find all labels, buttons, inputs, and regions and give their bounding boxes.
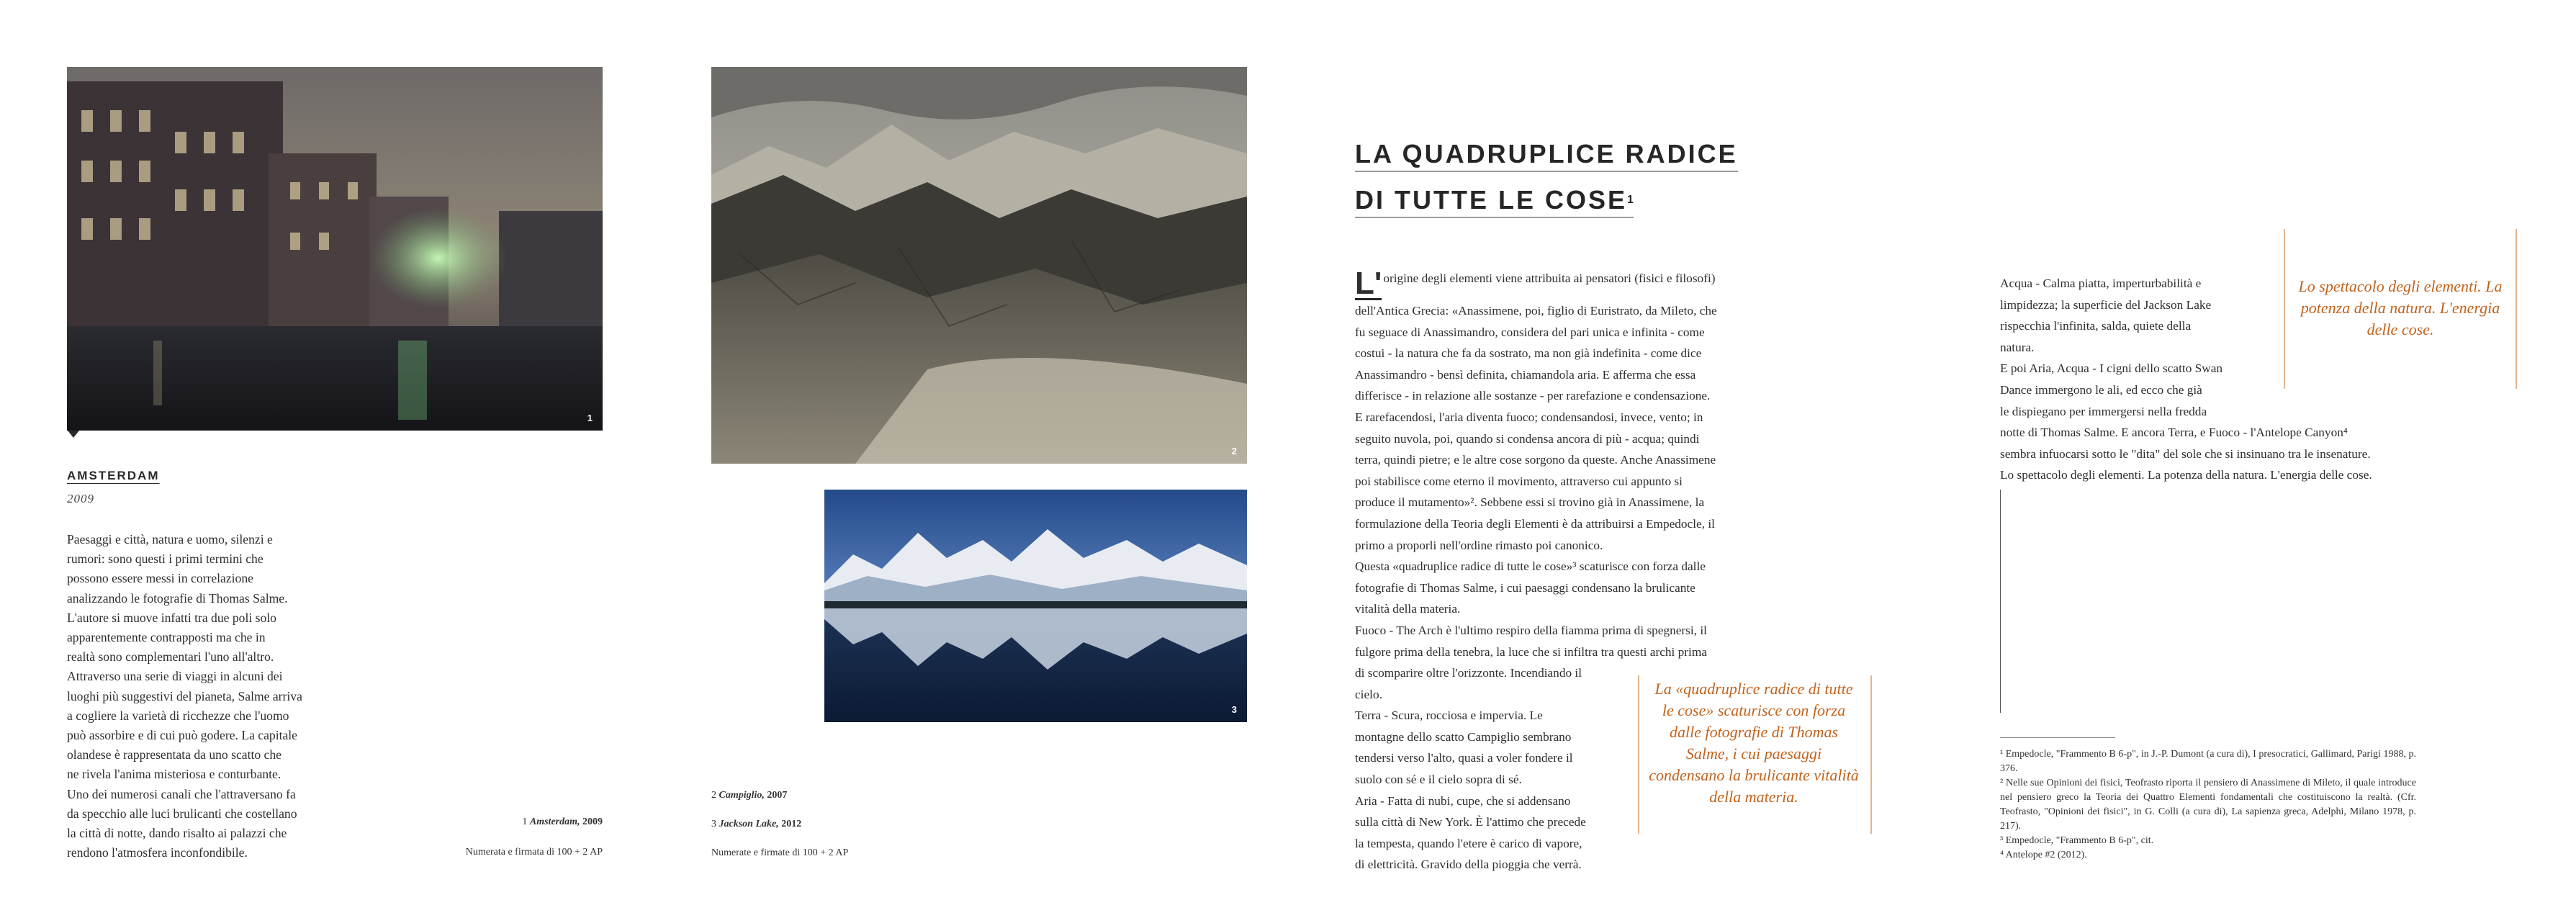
- main-line: fotografie di Thomas Salme, i cui paesaggi condensano la brulicante: [1355, 580, 1695, 595]
- intro-first-line: origine degli elementi viene attribuita ai pensatori (fisici e filosofi): [1383, 271, 1716, 285]
- amsterdam-line: a cogliere la varietà di ricchezze che l'uomo: [67, 708, 289, 723]
- amsterdam-line: ne rivela l'anima misteriosa e conturbante.: [67, 767, 282, 782]
- footnote-rule: [2000, 737, 2115, 738]
- footnotes: [2000, 747, 2416, 863]
- footnote-1: ¹ Empedocle, "Frammento B 6-p", in J.-P. Dumont (a cura di), I presocratici, Gallimard, Parigi 1988, p. 376.: [2000, 749, 2416, 774]
- amsterdam-line: apparentemente contrapposti ma che in: [67, 630, 266, 645]
- main-line: Terra - Scura, rocciosa e impervia. Le: [1355, 708, 1543, 723]
- main-paragraph-4: [1355, 705, 1617, 790]
- quote-rule-left-2: [2284, 229, 2285, 389]
- footnote-3: ³ Empedocle, "Frammento B 6-p", cit.: [2000, 835, 2154, 846]
- photo-campiglio: [711, 67, 1247, 464]
- main-line: Anassimandro - bensì definita, chiamandola aria. E afferma che essa: [1355, 367, 1696, 382]
- caption-title: Amsterdam: [529, 816, 577, 827]
- main-line: tendersi verso l'alto, quasi a voler fondere il: [1355, 751, 1573, 765]
- right-line: Dance immergono le ali, ed ecco che già: [2000, 382, 2202, 397]
- main-line: terra, quindi pietre; e le altre cose sorgono da queste. Anche Anassimene: [1355, 453, 1716, 467]
- caption-pointer: [68, 431, 79, 438]
- right-line: E poi Aria, Acqua - I cigni dello scatto Swan: [2000, 361, 2223, 376]
- main-line: produce il mutamento»². Sebbene essi si trovino già in Anassimene, la: [1355, 495, 1705, 510]
- amsterdam-line: rendono l'atmosfera inconfondibile.: [67, 845, 248, 860]
- caption-amsterdam: 1 Amsterdam, 2009: [522, 816, 603, 827]
- caption-campiglio: 2 Campiglio, 2007: [711, 790, 788, 801]
- main-line: dell'Antica Grecia: «Anassimene, poi, figlio di Euristrato, da Mileto, che: [1355, 304, 1717, 318]
- amsterdam-line: L'autore si muove infatti tra due poli solo: [67, 610, 276, 625]
- main-paragraph-2: [1355, 556, 1771, 620]
- drop-cap: L': [1355, 266, 1382, 301]
- main-line: vitalità della materia.: [1355, 602, 1461, 616]
- footnote-4: ⁴ Antelope #2 (2012).: [2000, 850, 2087, 860]
- amsterdam-line: rumori: sono questi i primi termini che: [67, 552, 264, 567]
- amsterdam-line: da specchio alle luci brulicanti che costellano: [67, 806, 297, 821]
- right-line: sembra infuocarsi sotto le "dita" del sole che si insinuano tra le insenature.: [2000, 446, 2371, 461]
- amsterdam-line: Attraverso una serie di viaggi in alcuni dei: [67, 669, 283, 684]
- amsterdam-line: possono essere messi in correlazione: [67, 571, 253, 586]
- quote-rule-right-2: [2516, 229, 2517, 389]
- heading-line-2: DI TUTTE LE COSE: [1355, 185, 1628, 215]
- main-paragraph-1: [1355, 300, 1771, 556]
- right-line: limpidezza; la superficie del Jackson Lake: [2000, 297, 2212, 312]
- amsterdam-line: può assorbire e di cui può godere. La capitale: [67, 728, 297, 743]
- right-paragraph-2: [2000, 358, 2415, 486]
- caption-jackson-note: Numerate e firmate di 100 + 2 AP: [711, 847, 849, 858]
- heading-line-1: LA QUADRUPLICE RADICE: [1355, 138, 1738, 172]
- main-line: sulla città di New York. È l'attimo che precede: [1355, 815, 1586, 829]
- photo-number-2: 2: [1231, 446, 1237, 456]
- amsterdam-year: 2009: [67, 492, 94, 505]
- photo-jackson-lake: [824, 490, 1247, 722]
- column-divider: [2000, 490, 2001, 713]
- main-paragraph-5: [1355, 791, 1617, 876]
- amsterdam-line: la città di notte, dando risalto ai palazzi che: [67, 826, 287, 841]
- photo-number-3: 3: [1231, 704, 1237, 715]
- pull-quote-left: La «quadruplice radice di tutte le cose» scaturisce con forza dalle fotografie di Thomas Salme, i cui paesaggi condensano la brulicante vitalità della materia.: [1649, 680, 1859, 806]
- main-line: formulazione della Teoria degli Elementi è da attribuirsi a Empedocle, il: [1355, 516, 1715, 531]
- photo-amsterdam: [67, 67, 603, 431]
- caption-title: Campiglio: [719, 790, 762, 801]
- main-line: Fuoco - The Arch è l'ultimo respiro della fiamma prima di spegnersi, il: [1355, 623, 1707, 637]
- main-line: Questa «quadruplice radice di tutte le cose»³ scaturisce con forza dalle: [1355, 559, 1706, 574]
- main-line: differisce - in relazione alle sostanze - per rarefazione e condensazione.: [1355, 389, 1711, 403]
- amsterdam-line: Paesaggi e città, natura e uomo, silenzi e: [67, 532, 273, 546]
- right-line: Acqua - Calma piatta, imperturbabilità e: [2000, 276, 2202, 290]
- caption-number: 3: [711, 819, 716, 829]
- right-line: le dispiegano per immergersi nella fredda: [2000, 404, 2207, 418]
- amsterdam-line: Uno dei numerosi canali che l'attraversano fa: [67, 786, 296, 801]
- amsterdam-line: realtà sono complementari l'uno all'altro.: [67, 649, 274, 665]
- photo-number-1: 1: [587, 413, 593, 423]
- quote-rule-left: [1638, 675, 1639, 834]
- article-heading: [1355, 131, 1738, 223]
- right-paragraph-1: [2000, 273, 2252, 358]
- amsterdam-line: analizzando le fotografie di Thomas Salme.: [67, 590, 288, 606]
- main-line: montagne dello scatto Campiglio sembrano: [1355, 729, 1572, 744]
- caption-amsterdam-note: Numerata e firmata di 100 + 2 AP: [465, 847, 603, 858]
- main-line: costui - la natura che fa da sostrato, ma non già indefinita - come dice: [1355, 346, 1702, 361]
- caption-year: 2007: [767, 790, 788, 801]
- pull-quote-right: Lo spettacolo degli elementi. La potenza della natura. L'energia delle cose.: [2298, 277, 2503, 338]
- main-line: Aria - Fatta di nubi, cupe, che si addensano: [1355, 793, 1571, 808]
- main-line: cielo.: [1355, 687, 1382, 701]
- main-line: di elettricità. Gravido della pioggia che verrà.: [1355, 858, 1582, 872]
- right-line: natura.: [2000, 340, 2035, 354]
- amsterdam-line: olandese è rappresentata da uno scatto che: [67, 747, 282, 762]
- caption-number: 1: [522, 816, 528, 827]
- main-line: E rarefacendosi, l'aria diventa fuoco; condensandosi, invece, vento; in: [1355, 410, 1703, 424]
- amsterdam-body: [67, 530, 355, 863]
- caption-year: 2012: [781, 819, 802, 829]
- caption-number: 2: [711, 790, 716, 801]
- main-line: di scomparire oltre l'orizzonte. Incendiando il: [1355, 666, 1582, 680]
- main-line: seguito nuvola, poi, quando si condensa ancora di più - acqua; quindi: [1355, 431, 1700, 446]
- main-line: suolo con sé e il cielo sopra di sé.: [1355, 773, 1522, 787]
- caption-year: 2009: [582, 816, 603, 827]
- caption-title: Jackson Lake: [719, 819, 777, 829]
- footnote-2: ² Nelle sue Opinioni dei fisici, Teofrasto riporta il pensiero di Anassimene di Mileto, il quale introduce nel pensiero greco la Teoria dei Quattro Elementi fondamentali che costituiscono la realtà. (Cfr. Teofrasto, "Opinioni dei fisici", in G. Colli (a cura di), La sapienza greca, Adelphi, Milano 1978, p. 217).: [2000, 778, 2416, 832]
- main-line: fu seguace di Anassimandro, considera del pari unica e infinita - come: [1355, 325, 1705, 339]
- right-line: rispecchia l'infinita, salda, quiete della: [2000, 319, 2192, 333]
- main-line: poi stabilisce come eterno il movimento, attraverso cui appunto si: [1355, 474, 1683, 488]
- amsterdam-line: luoghi più suggestivi del pianeta, Salme arriva: [67, 688, 302, 703]
- quote-rule-right: [1870, 675, 1872, 834]
- main-line: fulgore prima della tenebra, la luce che si infiltra tra questi archi prima: [1355, 644, 1707, 659]
- amsterdam-title: AMSTERDAM: [67, 469, 160, 482]
- right-line: Lo spettacolo degli elementi. La potenza della natura. L'energia delle cose.: [2000, 468, 2372, 482]
- caption-jackson-lake: 3 Jackson Lake, 2012: [711, 819, 802, 829]
- heading-footnote-ref: 1: [1627, 194, 1634, 206]
- main-line: la tempesta, quando l'etere è carico di vapore,: [1355, 836, 1582, 850]
- right-line: notte di Thomas Salme. E ancora Terra, e Fuoco - l'Antelope Canyon⁴: [2000, 426, 2348, 440]
- main-line: primo a proporli nell'ordine rimasto poi canonico.: [1355, 538, 1603, 552]
